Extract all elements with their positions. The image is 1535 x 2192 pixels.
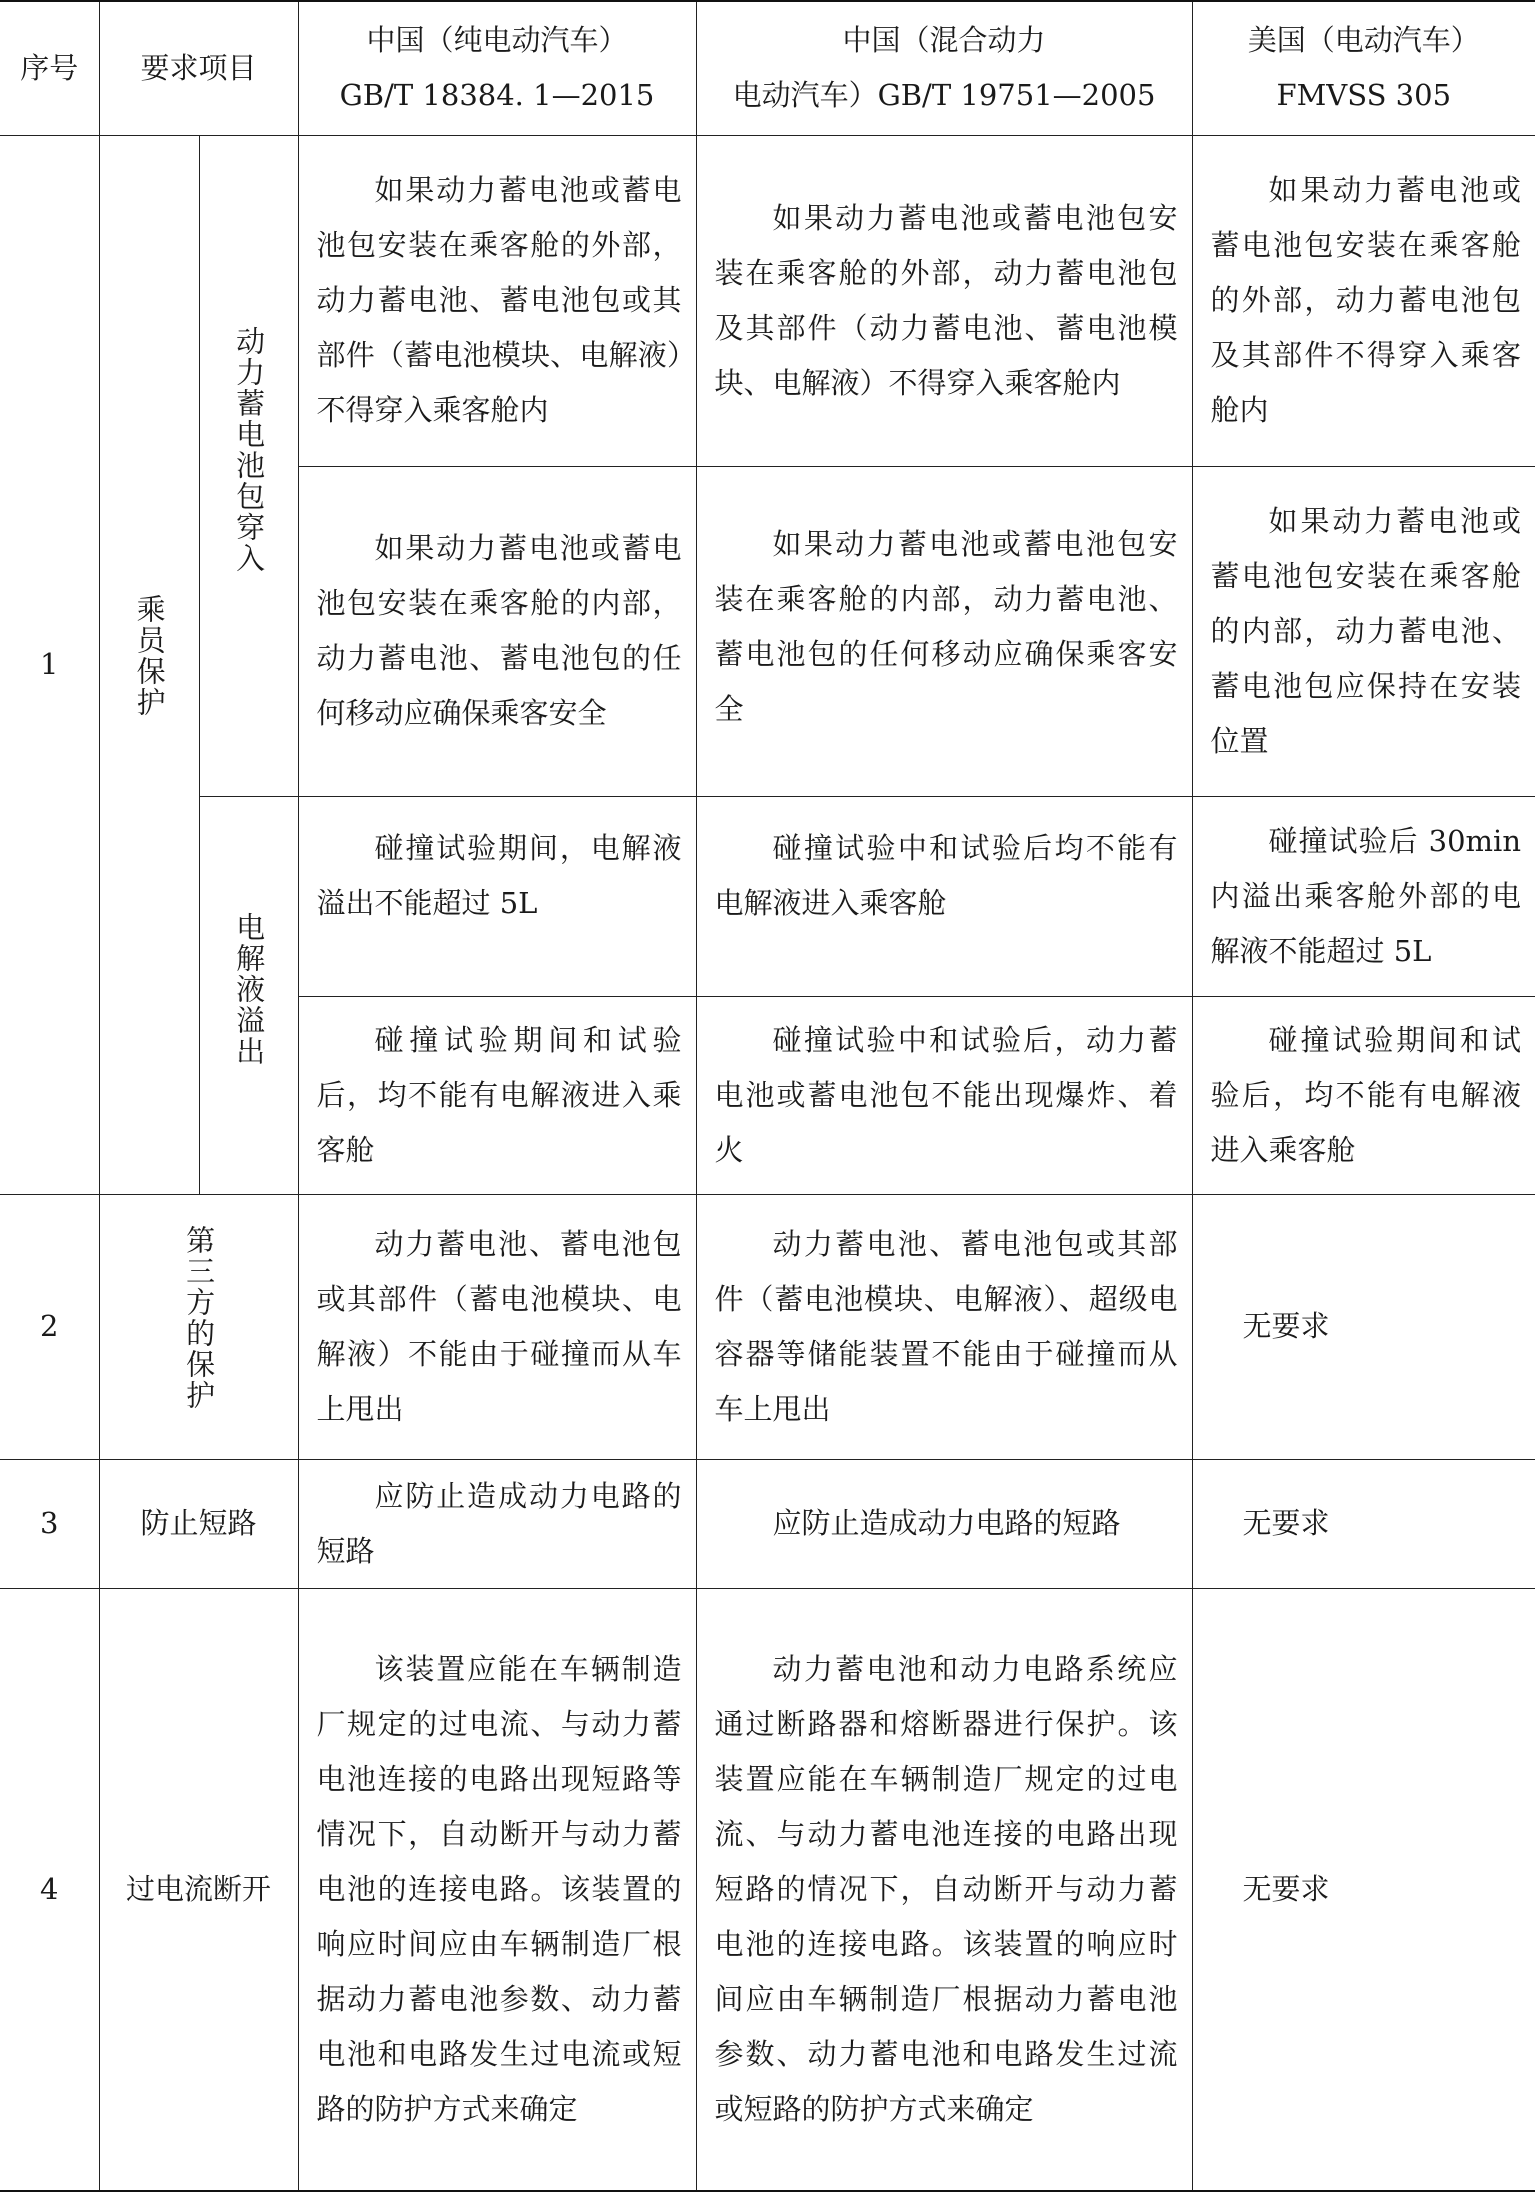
row1a-bev: 如果动力蓄电池或蓄电池包安装在乘客舱的外部，动力蓄电池、蓄电池包或其部件（蓄电池模块、电解液）不得穿入乘客舱内 — [298, 135, 696, 466]
header-item: 要求项目 — [99, 1, 298, 135]
row4-seq: 4 — [0, 1588, 99, 2191]
row1b-hev: 如果动力蓄电池或蓄电池包安装在乘客舱的内部，动力蓄电池、蓄电池包的任何移动应确保乘客安全 — [696, 466, 1192, 796]
header-china-hev-line2: 电动汽车）GB/T 19751—2005 — [732, 78, 1156, 113]
row1d-hev: 碰撞试验中和试验后，动力蓄电池或蓄电池包不能出现爆炸、着火 — [696, 996, 1192, 1194]
row2-hev: 动力蓄电池、蓄电池包或其部件（蓄电池模块、电解液）、超级电容器等储能装置不能由于碰撞而从车上甩出 — [696, 1194, 1192, 1459]
header-china-hev-line1: 中国（混合动力 — [842, 23, 1046, 58]
row2-seq: 2 — [0, 1194, 99, 1459]
table-row — [0, 796, 1535, 996]
row3-hev: 应防止造成动力电路的短路 — [696, 1459, 1192, 1588]
row1c-usa: 碰撞试验后 30min 内溢出乘客舱外部的电解液不能超过 5L — [1192, 796, 1535, 996]
row3-bev: 应防止造成动力电路的短路 — [298, 1459, 696, 1588]
row1a-usa: 如果动力蓄电池或蓄电池包安装在乘客舱的外部，动力蓄电池包及其部件不得穿入乘客舱内 — [1192, 135, 1535, 466]
row3-seq: 3 — [0, 1459, 99, 1588]
row1-sub1 — [199, 135, 298, 796]
row1-category-text: 乘员保护 — [132, 593, 167, 718]
row2-category — [99, 1194, 298, 1459]
row3-usa: 无要求 — [1192, 1459, 1535, 1588]
row1a-hev: 如果动力蓄电池或蓄电池包安装在乘客舱的外部，动力蓄电池包及其部件（动力蓄电池、蓄电池模块、电解液）不得穿入乘客舱内 — [696, 135, 1192, 466]
row1-seq: 1 — [0, 135, 99, 1194]
row1b-usa: 如果动力蓄电池或蓄电池包安装在乘客舱的内部，动力蓄电池、蓄电池包应保持在安装位置 — [1192, 466, 1535, 796]
row1c-hev: 碰撞试验中和试验后均不能有电解液进入乘客舱 — [696, 796, 1192, 996]
row2-usa: 无要求 — [1192, 1194, 1535, 1459]
header-china-bev-title: 中国（纯电动汽车） — [366, 23, 628, 58]
row1d-usa: 碰撞试验期间和试验后，均不能有电解液进入乘客舱 — [1192, 996, 1535, 1194]
row1-sub2-text: 电解液溢出 — [232, 911, 267, 1067]
header-seq: 序号 — [0, 1, 99, 135]
table-row — [0, 1459, 1535, 1588]
row4-bev: 该装置应能在车辆制造厂规定的过电流、与动力蓄电池连接的电路出现短路等情况下，自动断开与动力蓄电池的连接电路。该装置的响应时间应由车辆制造厂根据动力蓄电池参数、动力蓄电池和电路发生过电流或短路的防护方式来确定 — [298, 1588, 696, 2191]
row1b-bev: 如果动力蓄电池或蓄电池包安装在乘客舱的内部，动力蓄电池、蓄电池包的任何移动应确保乘客安全 — [298, 466, 696, 796]
header-china-hev — [696, 1, 1192, 135]
table-row — [0, 1588, 1535, 2191]
header-usa-std: FMVSS 305 — [1276, 78, 1452, 113]
row1d-bev: 碰撞试验期间和试验后，均不能有电解液进入乘客舱 — [298, 996, 696, 1194]
row1c-bev: 碰撞试验期间，电解液溢出不能超过 5L — [298, 796, 696, 996]
header-china-bev — [298, 1, 696, 135]
header-row — [0, 1, 1535, 135]
row2-bev: 动力蓄电池、蓄电池包或其部件（蓄电池模块、电解液）不能由于碰撞而从车上甩出 — [298, 1194, 696, 1459]
row4-hev: 动力蓄电池和动力电路系统应通过断路器和熔断器进行保护。该装置应能在车辆制造厂规定的过电流、与动力蓄电池连接的电路出现短路的情况下，自动断开与动力蓄电池的连接电路。该装置的响应时间应由车辆制造厂根据动力蓄电池参数、动力蓄电池和电路发生过流或短路的防护方式来确定 — [696, 1588, 1192, 2191]
row4-category: 过电流断开 — [99, 1588, 298, 2191]
table-row — [0, 1194, 1535, 1459]
row2-category-text: 第三方的保护 — [182, 1224, 217, 1411]
row1-category — [99, 135, 199, 1194]
row1-sub2 — [199, 796, 298, 1194]
header-usa — [1192, 1, 1535, 135]
row4-usa: 无要求 — [1192, 1588, 1535, 2191]
row3-category: 防止短路 — [99, 1459, 298, 1588]
table-row — [0, 135, 1535, 466]
header-china-bev-std: GB/T 18384. 1—2015 — [339, 78, 655, 113]
row1-sub1-text: 动力蓄电池包穿入 — [232, 325, 267, 574]
header-usa-title: 美国（电动汽车） — [1247, 23, 1480, 58]
